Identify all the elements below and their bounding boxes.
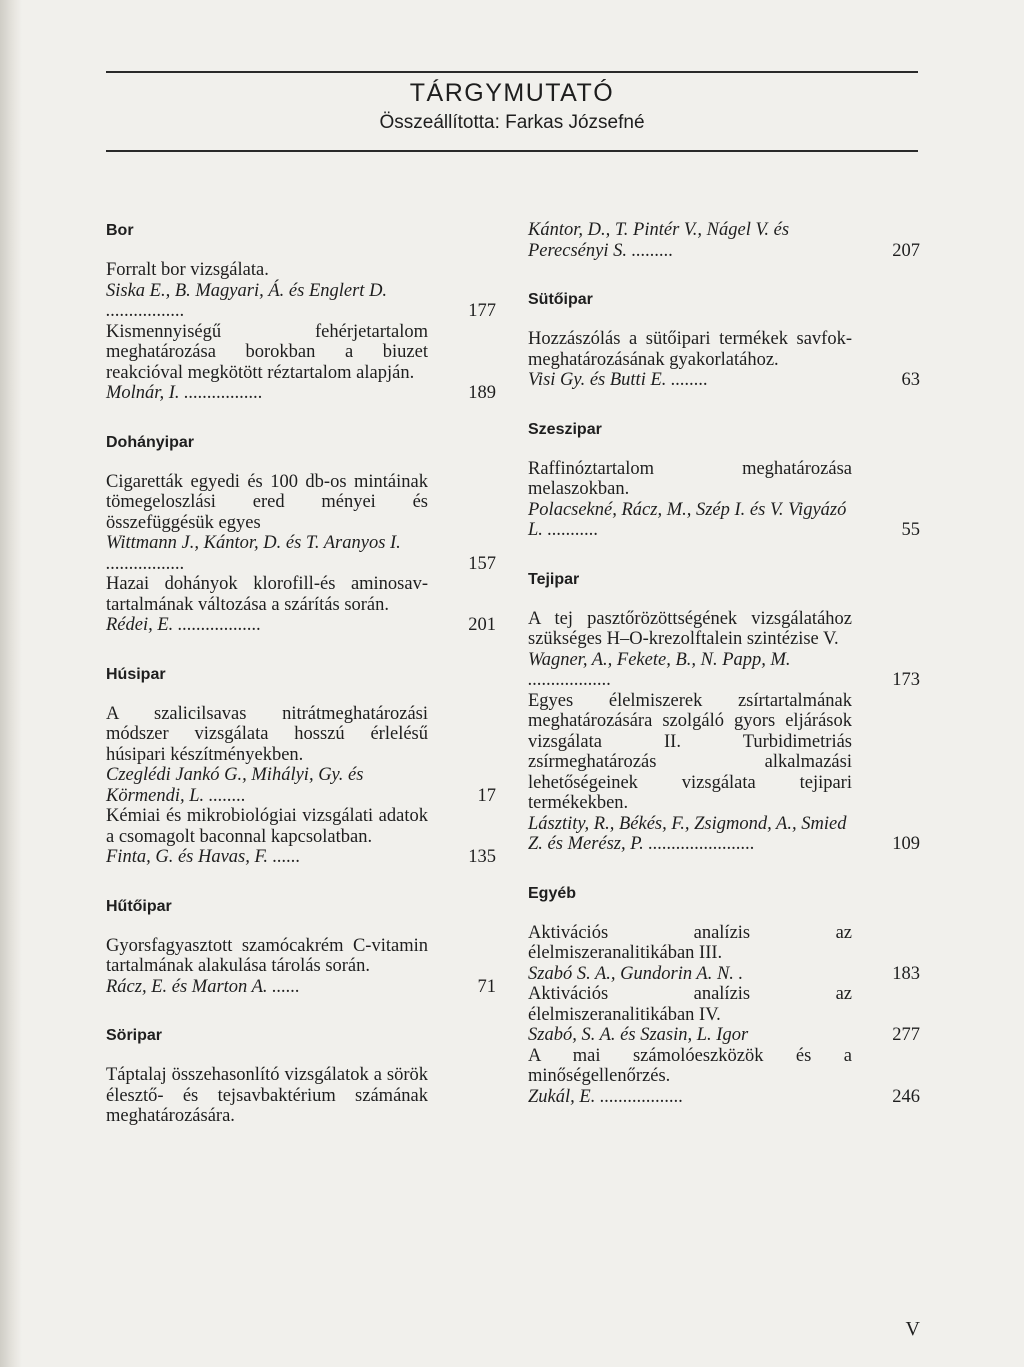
entry-title: A tej pasztőrözöttségének vizsgálatához szükséges H–O-krezolftalein szintézise V. <box>528 608 852 649</box>
entry-authors: Polacsekné, Rácz, M., Szép I. és V. Vigyázó L. ........... <box>528 499 847 540</box>
entry-title: Kémiai és mikrobiológiai vizsgálati adatok a csomagolt baconnal kapcsolatban. <box>106 806 428 847</box>
index-entry <box>106 472 496 575</box>
entry-title: Egyes élelmiszerek zsírtartalmának meghatározására szolgáló gyors eljárások vizsgálata II. Turbidimetriás zsírmeghatározás alkalmazási lehetőségeinek vizsgálata tejipari termékekben. <box>528 690 852 813</box>
right-column <box>528 220 920 1135</box>
entry-page-number: 201 <box>468 615 496 635</box>
entry-authors: Rácz, E. és Marton A. ...... <box>106 976 300 997</box>
entry-authors: Czeglédi Jankó G., Mihályi, Gy. és Körmendi, L. ........ <box>106 765 364 806</box>
entry-title: Aktivációs analízis az élelmiszeranalitikában IV. <box>528 984 852 1025</box>
index-entry <box>106 704 496 807</box>
index-entry <box>106 322 496 404</box>
index-entry <box>528 923 920 985</box>
entry-page-number: 177 <box>468 301 496 321</box>
entry-page-number: 109 <box>892 834 920 854</box>
entry-authors: Visi Gy. és Butti E. ........ <box>528 370 709 390</box>
entry-authors: Kántor, D., T. Pintér V., Nágel V. és Perecsényi S. ......... <box>528 220 790 261</box>
entry-title: Raffinóztartalom meghatározása melaszokban. <box>528 458 852 499</box>
section-title: Egyéb <box>528 884 577 902</box>
index-entry <box>528 459 920 541</box>
section-dohanyipar <box>106 432 496 636</box>
section-bor <box>106 220 496 404</box>
section-title: Dohányipar <box>106 433 195 451</box>
section-title: Sütőipar <box>528 291 593 308</box>
entry-authors: Rédei, E. .................. <box>106 615 262 635</box>
entry-author-line <box>528 220 920 261</box>
entry-author-line <box>106 281 496 322</box>
entry-title: Hozzászólás a sütőipari termékek savfok-meghatározásának gyakorlatához. <box>528 329 852 370</box>
entry-author-line <box>106 765 496 806</box>
entry-page-number: 277 <box>892 1025 920 1045</box>
section-soripar <box>106 1025 496 1127</box>
top-rule <box>106 71 918 73</box>
index-entry <box>528 1046 920 1108</box>
entry-authors: Lásztity, R., Békés, F., Zsigmond, A., Smied Z. és Merész, P. ....................... <box>528 813 847 854</box>
entry-page-number: 157 <box>468 553 496 574</box>
index-entry <box>528 691 920 855</box>
section-title: Szeszipar <box>528 420 602 438</box>
entry-authors: Zukál, E. .................. <box>528 1086 684 1107</box>
section-hutoipar <box>106 896 496 998</box>
page-subtitle: Összeállította: Farkas Józsefné <box>379 112 645 133</box>
index-entry <box>528 329 920 391</box>
entry-title: Kismennyiségű fehérjetartalom meghatározása borokban a biuzet reakcióval megkötött réztartalom alapján. <box>106 321 428 383</box>
page-title: TÁRGYMUTATÓ <box>409 79 615 107</box>
entry-author-line <box>106 533 496 574</box>
entry-title: Gyorsfagyasztott szamócakrém C-vitamin tartalmának alakulása tárolás során. <box>106 935 428 976</box>
entry-title: Cigaretták egyedi és 100 db-os mintáinak tömegeloszlási ered ményei és összefüggésük egyes <box>106 471 428 533</box>
header-bottom-rule <box>106 150 918 152</box>
section-title: Hűtőipar <box>106 897 172 915</box>
entry-author-line <box>106 615 496 636</box>
entry-page-number: 246 <box>892 1086 920 1107</box>
index-entry <box>106 574 496 636</box>
entry-author-line <box>528 650 920 691</box>
page-header <box>0 78 1024 136</box>
entry-page-number: 173 <box>892 670 920 690</box>
entry-authors: Siska E., B. Magyari, Á. és Englert D. ................. <box>106 280 388 321</box>
section-egyeb <box>528 883 920 1108</box>
section-continued <box>528 220 920 261</box>
entry-author-line <box>528 1087 920 1108</box>
section-title: Húsipar <box>106 665 166 683</box>
entry-author-line <box>106 847 496 868</box>
entry-author-line <box>528 964 920 985</box>
entry-page-number: 17 <box>477 785 496 806</box>
index-entry <box>106 936 496 998</box>
entry-author-line <box>528 500 920 541</box>
section-szeszipar <box>528 419 920 541</box>
index-entry <box>106 260 496 322</box>
entry-title: Táptalaj összehasonlító vizsgálatok a sörök élesztő- és tejsavbaktérium számának meghatározására. <box>106 1065 428 1126</box>
entry-page-number: 189 <box>468 383 496 403</box>
section-title: Söripar <box>106 1027 163 1044</box>
index-entry <box>106 806 496 868</box>
section-title: Tejipar <box>528 570 580 588</box>
entry-page-number: 135 <box>468 847 496 867</box>
entry-author-line <box>528 1025 920 1046</box>
entry-authors: Szabó S. A., Gundorin A. N. . <box>528 963 744 984</box>
entry-author-line <box>528 814 920 855</box>
section-husipar <box>106 664 496 868</box>
section-sutoipar <box>528 289 920 391</box>
entry-author-line <box>106 383 496 404</box>
entry-title: Aktivációs analízis az élelmiszeranalitikában III. <box>528 922 852 963</box>
entry-authors: Wittmann J., Kántor, D. és T. Aranyos I. ................. <box>106 533 401 574</box>
entry-title: Forralt bor vizsgálata. <box>106 260 269 280</box>
entry-page-number: 207 <box>892 240 920 261</box>
index-entry <box>106 1065 496 1127</box>
section-title: Bor <box>106 222 134 239</box>
entry-page-number: 71 <box>477 976 496 997</box>
entry-title: A mai számolóeszközök és a minőségellenőrzés. <box>528 1045 852 1086</box>
page-binding-edge <box>0 0 22 1367</box>
entry-title: Hazai dohányok klorofill-és aminosav-tartalmának változása a szárítás során. <box>106 574 428 615</box>
index-entry <box>528 220 920 261</box>
index-entry <box>528 984 920 1046</box>
entry-page-number: 55 <box>901 520 920 540</box>
index-entry <box>528 609 920 691</box>
entry-authors: Wagner, A., Fekete, B., N. Papp, M. .................. <box>528 649 791 690</box>
page-number: V <box>905 1318 920 1340</box>
left-column <box>106 220 496 1155</box>
entry-authors: Molnár, I. ................. <box>106 383 263 403</box>
entry-authors: Szabó, S. A. és Szasin, L. Igor <box>528 1025 749 1045</box>
entry-title: A szalicilsavas nitrátmeghatározási módszer vizsgálata hosszú érlelésű húsipari készítményekben. <box>106 703 428 765</box>
entry-page-number: 183 <box>892 963 920 984</box>
section-tejipar <box>528 569 920 855</box>
entry-author-line <box>106 977 496 998</box>
entry-page-number: 63 <box>901 370 920 390</box>
entry-author-line <box>528 370 920 391</box>
entry-authors: Finta, G. és Havas, F. ...... <box>106 847 301 867</box>
